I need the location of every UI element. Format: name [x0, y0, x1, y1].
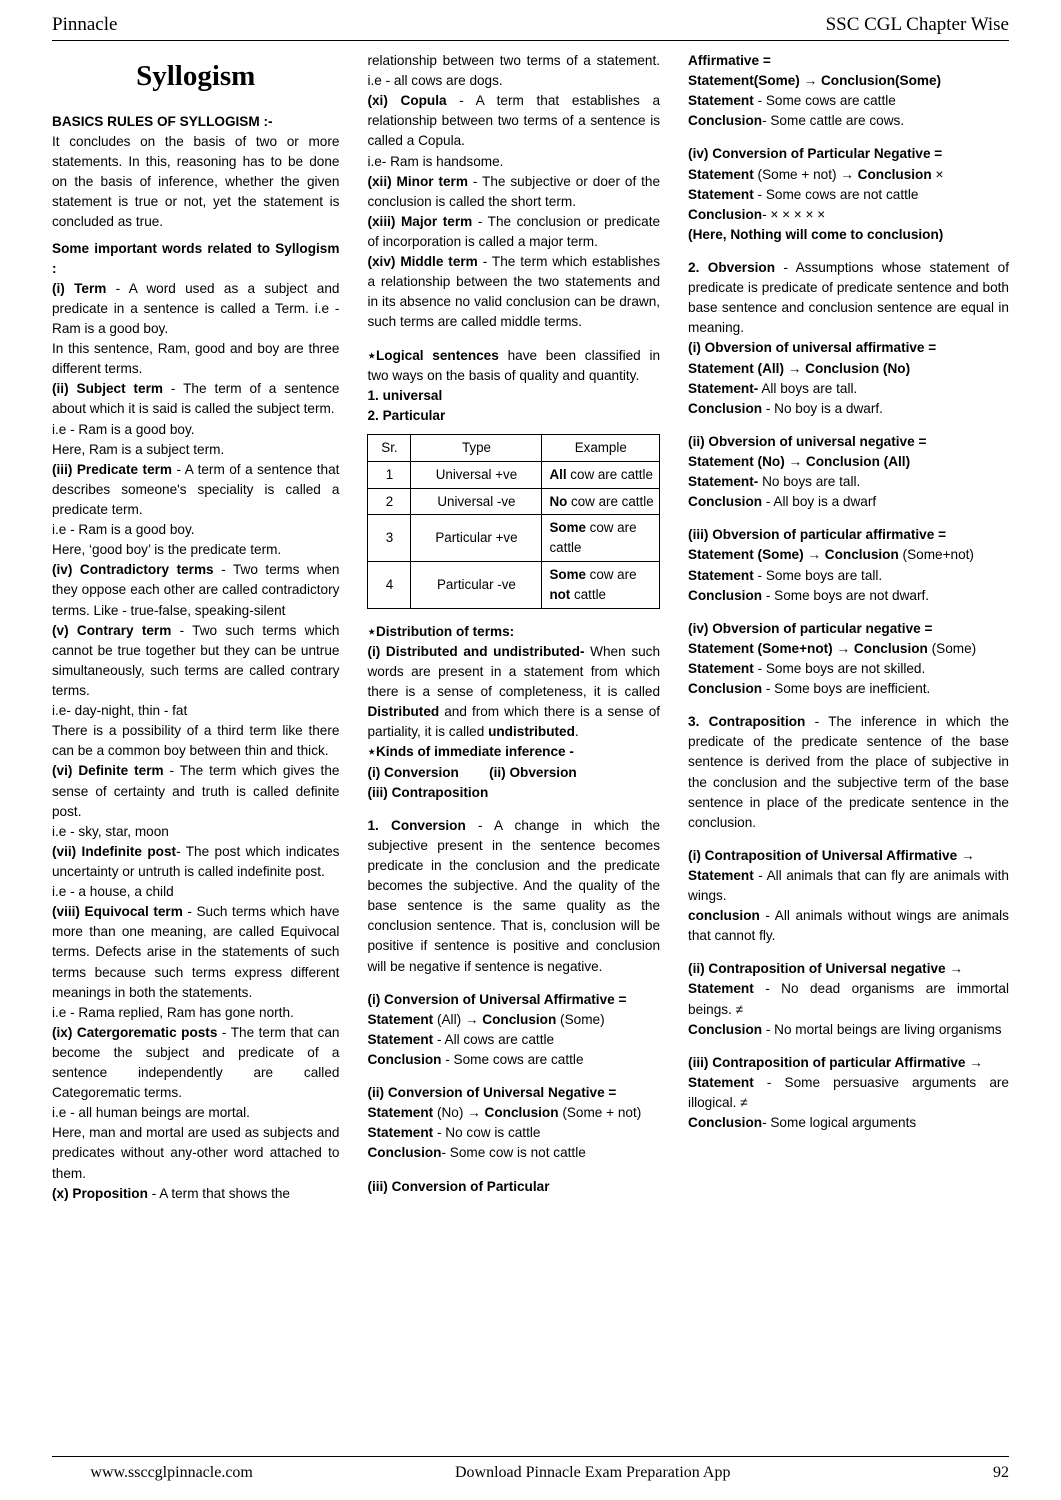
cell-example-keyword-2: not [549, 586, 571, 602]
affirmative-formula [688, 71, 1009, 91]
oun-formula [688, 452, 1009, 472]
column-one [52, 51, 353, 1431]
heading-contra-universal-affirmative: (i) Contraposition of Universal Affirmative → [688, 847, 975, 863]
cpn-note: (Here, Nothing will come to conclusion) [688, 226, 944, 242]
column-header-sr: Sr. [368, 434, 411, 461]
aff-statement-label: Statement [688, 73, 754, 89]
term-iii [52, 460, 339, 520]
heading-affirmative: Affirmative = [688, 53, 771, 68]
term-ii-label: (ii) Subject term [52, 381, 163, 397]
term-iii-text: - A term of a sentence that describes someone's speciality is called a predicate term. [52, 461, 340, 517]
oun-conclusion-value: (All) [879, 453, 911, 469]
opa-statement [688, 566, 1009, 586]
oun-statement-label: Statement [688, 453, 754, 469]
contraposition-paragraph [688, 712, 1009, 833]
oua-statement-text: All boys are tall. [758, 380, 858, 396]
contra-ua-statement-label: Statement [688, 867, 754, 883]
logical-item-2: 2. Particular [367, 407, 446, 423]
cpn-conclusion [688, 205, 1009, 225]
heading-contra-particular-affirmative: (iii) Contraposition of particular Affirmative → [688, 1054, 983, 1070]
heading-distribution: ⋆Distribution of terms: [367, 623, 515, 639]
opa-conclusion-label-2: Conclusion [688, 587, 763, 603]
contra-ua-conclusion-label: conclusion [688, 908, 760, 924]
contra-un-statement-label: Statement [688, 981, 754, 997]
cun-statement [367, 1123, 660, 1143]
term-vii-text: - The post which indicates uncertainty or untruth is called indefinite post. [52, 843, 340, 879]
cun-conclusion-text: - Some cow is not cattle [441, 1145, 586, 1161]
opa-statement-label: Statement [688, 547, 754, 563]
cua-conclusion-label-2: Conclusion [367, 1051, 442, 1067]
term-ix-text: - The term that can become the subject and predicate of a sentence independently are called Categorematic terms. [52, 1024, 340, 1101]
term-vii-ex: i.e - a house, a child [52, 884, 174, 900]
opn-formula [688, 639, 1009, 659]
heading-obv-particular-negative: (iv) Obversion of particular negative = [688, 620, 933, 636]
cun-conclusion-value: (Some + not) [558, 1105, 642, 1121]
contra-pa-conclusion-label: Conclusion [688, 1115, 763, 1131]
column-header-example: Example [542, 434, 660, 461]
cua-statement [367, 1030, 660, 1050]
cell-sr: 3 [368, 515, 411, 562]
term-xiii-text: - The conclusion or predicate of incorporation is called a major term. [367, 213, 661, 249]
term-xiii [367, 212, 660, 252]
oua-conclusion-label-2: Conclusion [688, 400, 763, 416]
table-row [368, 515, 660, 562]
oun-conclusion [688, 492, 1009, 512]
column-three [674, 51, 1009, 1431]
term-vii-label: (vii) Indefinite post [52, 843, 177, 859]
cpn-conclusion-value: × [931, 166, 944, 182]
opn-conclusion-label: Conclusion [853, 640, 928, 656]
term-xi-text: - A term that establishes a relationship between two terms of a sentence is called a Copula. [367, 93, 661, 149]
cua-conclusion-text: - Some cows are cattle [441, 1051, 584, 1067]
contra-ua-conclusion-text: - All animals without wings are animals that cannot fly. [688, 908, 1009, 944]
logical-item-1: 1. universal [367, 387, 443, 403]
heading-conv-particular-negative: (iv) Conversion of Particular Negative = [688, 146, 943, 162]
table-row [368, 488, 660, 515]
term-iii-ex2: Here, ‘good boy’ is the predicate term. [52, 542, 282, 558]
heading-important-words: Some important words related to Syllogism : [52, 240, 340, 276]
opa-conclusion-label: Conclusion [824, 547, 899, 563]
oun-statement [688, 472, 1009, 492]
table-row [368, 562, 660, 609]
term-viii-label: (viii) Equivocal term [52, 904, 183, 920]
term-x-text: - A term that shows the [147, 1185, 290, 1201]
kinds-line-1 [367, 763, 660, 783]
term-v-ex1: i.e- day-night, thin - fat [52, 703, 188, 719]
cell-example-text: cow are cattle [567, 493, 654, 509]
logical-sentences-label: ⋆Logical sentences [367, 347, 499, 363]
term-viii-ex: i.e - Rama replied, Ram has gone north. [52, 1004, 294, 1020]
term-i-label: (i) Term [52, 280, 107, 296]
cell-example [542, 562, 660, 609]
conversion-text: - A change in which the subjective present in the sentence becomes predicate in the conclusion and the predicate becomes the subjective. And the quality of the base sentence is the same quality as the conclusion sentence. That is, conclusion will be positive if sentence is positive and conclusion will be negative if sentence is negative. [367, 817, 661, 974]
opn-conclusion [688, 679, 1009, 699]
heading-conv-universal-affirmative: (i) Conversion of Universal Affirmative = [367, 991, 627, 1007]
aff-statement-label-2: Statement [688, 93, 754, 109]
opn-statement-value: (Some+not) → [753, 640, 854, 656]
opn-conclusion-value: (Some) [927, 640, 977, 656]
header-left-title: Pinnacle [52, 14, 118, 35]
kind-conversion: (i) Conversion [367, 764, 459, 780]
heading-contra-universal-negative: (ii) Contraposition of Universal negative → [688, 961, 963, 977]
contra-un-statement-text: - No dead organisms are immortal beings. ≠ [688, 981, 1009, 1017]
opn-statement-label: Statement [688, 640, 754, 656]
cpn-statement [688, 185, 1009, 205]
logical-sentences-table [367, 434, 660, 609]
heading-obv-universal-affirmative: (i) Obversion of universal affirmative = [688, 340, 937, 356]
term-vi [52, 761, 339, 821]
term-i-text: - A word used as a subject and predicate in a sentence is called a Term. i.e - Ram is a good boy. [52, 280, 340, 336]
aff-conclusion-label: Conclusion [820, 73, 895, 89]
cell-example-keyword: Some [549, 520, 586, 536]
term-iii-label: (iii) Predicate term [52, 461, 173, 477]
term-x-continued: relationship between two terms of a statement. i.e - all cows are dogs. [367, 53, 661, 89]
term-x [52, 1184, 339, 1204]
term-xi-ex: i.e- Ram is handsome. [367, 153, 504, 169]
cell-sr: 1 [368, 461, 411, 488]
opn-statement [688, 659, 1009, 679]
contra-un-conclusion-text: - No mortal beings are living organisms [762, 1021, 1002, 1037]
term-ix-label: (ix) Catergorematic posts [52, 1024, 218, 1040]
opa-formula [688, 545, 1009, 565]
oua-statement [688, 379, 1009, 399]
cpn-formula [688, 165, 1009, 185]
cell-sr: 4 [368, 562, 411, 609]
heading-kinds-inference: ⋆Kinds of immediate inference - [367, 744, 574, 760]
term-ix-ex2: Here, man and mortal are used as subjects and predicates without any-other word attached to them. [52, 1125, 340, 1181]
cua-conclusion-value: (Some) [556, 1011, 605, 1027]
conversion-paragraph [367, 816, 660, 977]
logical-sentences-text: have been classified in two ways on the basis of quality and quantity. [367, 347, 661, 383]
oua-statement-label: Statement [688, 360, 754, 376]
distribution-text-1: When such words are present in a statement from which there is a sense of completeness, it is called [367, 643, 661, 700]
cua-statement-text: - All cows are cattle [433, 1031, 555, 1047]
affirmative-conclusion [688, 111, 1009, 131]
obversion-text: - Assumptions whose statement of predicate is predicate of predicate sentence and both base sentence and conclusion sentence are equal in meaning. [688, 259, 1009, 336]
aff-conclusion-text: - Some cattle are cows. [762, 113, 905, 129]
obversion-label: 2. Obversion [688, 259, 776, 275]
oua-conclusion-label: Conclusion [805, 360, 880, 376]
term-ix [52, 1023, 339, 1103]
conversion-label: 1. Conversion [367, 817, 466, 833]
oun-statement-label-2: Statement- [688, 474, 759, 490]
term-xiv [367, 252, 660, 332]
header-right-title: SSC CGL Chapter Wise [825, 14, 1009, 35]
page-title: Syllogism [136, 60, 256, 92]
page-header [52, 14, 1009, 41]
cell-example [542, 488, 660, 515]
opn-conclusion-label-2: Conclusion [688, 681, 763, 697]
cpn-statement-text: - Some cows are not cattle [753, 186, 919, 202]
oun-conclusion-label: Conclusion [805, 453, 880, 469]
cun-conclusion [367, 1143, 660, 1163]
cun-statement-text: - No cow is cattle [433, 1125, 541, 1141]
term-viii [52, 902, 339, 1003]
cell-example [542, 515, 660, 562]
term-xii [367, 172, 660, 212]
heading-conv-particular: (iii) Conversion of Particular [367, 1178, 550, 1194]
contra-pa-statement [688, 1073, 1009, 1113]
distribution-text-2: and from which there is a sense of partiality, it is called [367, 704, 661, 740]
cell-type: Universal +ve [411, 461, 542, 488]
oua-formula [688, 359, 1009, 379]
opa-statement-label-2: Statement [688, 567, 754, 583]
cua-statement-value: (All) → [433, 1011, 483, 1027]
content-columns [52, 51, 1009, 1431]
table-header-row [368, 434, 660, 461]
paragraph-basics: It concludes on the basis of two or more statements. In this, reasoning has to be done on the basis of inference, whether the given statement is true or not, yet the statement is concluded as true. [52, 134, 340, 230]
cell-example-keyword: No [549, 493, 568, 509]
footer-app-promo: Download Pinnacle Exam Preparation App [454, 1464, 731, 1481]
kind-contraposition: (iii) Contraposition [367, 784, 489, 800]
footer-website[interactable]: www.ssccglpinnacle.com [90, 1464, 253, 1481]
obversion-paragraph [688, 258, 1009, 338]
page-footer [52, 1456, 1009, 1482]
cua-formula [367, 1010, 660, 1030]
logical-sentences [367, 346, 660, 386]
contra-un-statement [688, 979, 1009, 1019]
distribution-text-3: . [574, 724, 579, 740]
term-ii [52, 379, 339, 419]
oua-statement-value: (All) → [753, 360, 806, 376]
cell-type: Particular +ve [411, 515, 542, 562]
contraposition-text: - The inference in which the predicate of the predicate sentence of the base sentence is derived from the place of subjective in the conclusion and the subjective term of the base sentence in place of the predicate sentence in the conclusion. [688, 714, 1009, 830]
cell-example-text: cow are cattle [549, 520, 637, 556]
table-row [368, 461, 660, 488]
oua-conclusion-text: - No boy is a dwarf. [762, 400, 883, 416]
term-x-label: (x) Proposition [52, 1185, 148, 1201]
column-two [353, 51, 674, 1431]
cpn-conclusion-label-2: Conclusion [688, 206, 763, 222]
cell-example [542, 461, 660, 488]
cun-statement-label-2: Statement [367, 1125, 434, 1141]
term-iii-ex1: i.e - Ram is a good boy. [52, 522, 195, 538]
term-viii-text: - Such terms which have more than one meaning, are called Equivocal terms. Defects arise in the statements of such terms because such terms express different meanings in both the statements. [52, 904, 340, 1000]
aff-conclusion-label-2: Conclusion [688, 113, 763, 129]
oua-conclusion [688, 399, 1009, 419]
footer-page-number: 92 [993, 1464, 1009, 1481]
opa-statement-value: (Some) → [753, 547, 825, 563]
aff-statement-value: (Some) → [753, 73, 821, 89]
contra-ua-conclusion [688, 906, 1009, 946]
cell-example-text: cow are cattle [566, 466, 653, 482]
heading-obv-particular-affirmative: (iii) Obversion of particular affirmative = [688, 527, 947, 543]
cun-statement-value: (No) → [433, 1105, 485, 1121]
cell-type: Universal -ve [411, 488, 542, 515]
cun-conclusion-label-2: Conclusion [367, 1145, 442, 1161]
term-v-ex2: There is a possibility of a third term like there can be a common boy between thin and thick. [52, 723, 340, 759]
oun-conclusion-label-2: Conclusion [688, 494, 763, 510]
distribution-label: (i) Distributed and undistributed- [367, 643, 585, 659]
column-header-type: Type [411, 434, 542, 461]
contra-pa-statement-text: - Some persuasive arguments are illogical. ≠ [688, 1074, 1009, 1111]
cun-formula [367, 1103, 660, 1123]
cua-statement-label-2: Statement [367, 1031, 434, 1047]
cell-sr: 2 [368, 488, 411, 515]
cpn-statement-value: (Some + not) → [753, 166, 858, 182]
distribution-text [367, 642, 660, 743]
oun-conclusion-text: - All boy is a dwarf [762, 494, 877, 510]
opa-statement-text: - Some boys are tall. [753, 567, 883, 583]
cun-statement-label: Statement [367, 1105, 434, 1121]
term-vi-label: (vi) Definite term [52, 763, 164, 779]
aff-conclusion-value: (Some) [895, 73, 942, 89]
term-iv-text: - Two terms when they oppose each other are called contradictory terms. Like - true-false, speaking-silent [52, 562, 340, 618]
term-xiii-label: (xiii) Major term [367, 213, 473, 229]
distributed-keyword: Distributed [367, 704, 440, 720]
contraposition-label: 3. Contraposition [688, 714, 806, 730]
oun-statement-value: (No) → [753, 453, 806, 469]
term-v-label: (v) Contrary term [52, 622, 172, 638]
term-xi [367, 91, 660, 151]
term-ii-ex2: Here, Ram is a subject term. [52, 441, 225, 457]
term-i-extra: In this sentence, Ram, good and boy are three different terms. [52, 341, 340, 377]
term-xi-label: (xi) Copula [367, 93, 447, 109]
contra-un-conclusion-label: Conclusion [688, 1021, 763, 1037]
cell-example-keyword: Some [549, 567, 586, 583]
opn-statement-text: - Some boys are not skilled. [753, 660, 926, 676]
oua-conclusion-value: (No) [879, 360, 911, 376]
oua-statement-label-2: Statement- [688, 380, 759, 396]
opn-statement-label-2: Statement [688, 660, 754, 676]
cpn-statement-label-2: Statement [688, 186, 754, 202]
term-ix-ex1: i.e - all human beings are mortal. [52, 1105, 250, 1121]
term-v [52, 621, 339, 701]
term-vi-text: - The term which gives the sense of certainty and truth is called definite post. [52, 763, 340, 819]
contra-ua-statement-text: - All animals that can fly are animals with wings. [688, 867, 1009, 904]
term-xiv-label: (xiv) Middle term [367, 254, 478, 270]
cell-type: Particular -ve [411, 562, 542, 609]
cell-example-keyword: All [549, 466, 567, 482]
heading-obv-universal-negative: (ii) Obversion of universal negative = [688, 433, 927, 449]
opa-conclusion [688, 586, 1009, 606]
contra-pa-conclusion-text: - Some logical arguments [762, 1115, 917, 1131]
cua-conclusion-label: Conclusion [482, 1011, 557, 1027]
cpn-conclusion-text: - × × × × × [762, 206, 826, 222]
term-xii-label: (xii) Minor term [367, 173, 468, 189]
term-ii-ex1: i.e - Ram is a good boy. [52, 421, 195, 437]
opa-conclusion-value: (Some+not) [898, 547, 974, 563]
opa-conclusion-text: - Some boys are not dwarf. [762, 587, 930, 603]
contra-un-conclusion [688, 1020, 1009, 1040]
term-vii [52, 842, 339, 882]
term-i [52, 279, 339, 339]
cell-example-text-2: cattle [570, 586, 607, 602]
kind-obversion: (ii) Obversion [489, 764, 577, 780]
term-ii-text: - The term of a sentence about which it is said is called the subject term. [52, 381, 340, 417]
aff-statement-text: - Some cows are cattle [753, 93, 896, 109]
term-iv [52, 560, 339, 620]
opn-conclusion-text: - Some boys are inefficient. [762, 681, 931, 697]
term-iv-label: (iv) Contradictory terms [52, 562, 214, 578]
term-v-text: - Two such terms which cannot be true together but they can be untrue simultaneously, such terms are called contrary terms. [52, 622, 340, 698]
cell-example-text: cow are [585, 567, 637, 583]
term-xiv-text: - The term which establishes a relationship between the two statements and in its absence no valid conclusion can be drawn, such terms are called middle terms. [367, 254, 661, 330]
oun-statement-text: No boys are tall. [758, 474, 861, 490]
cun-conclusion-label: Conclusion [484, 1105, 559, 1121]
cua-statement-label: Statement [367, 1011, 434, 1027]
contra-ua-statement [688, 866, 1009, 906]
contra-pa-statement-label: Statement [688, 1074, 754, 1090]
heading-basic-rules: BASICS RULES OF SYLLOGISM :- [52, 113, 273, 129]
heading-conv-universal-negative: (ii) Conversion of Universal Negative = [367, 1085, 617, 1101]
contra-pa-conclusion [688, 1113, 1009, 1133]
affirmative-statement [688, 91, 1009, 111]
cpn-conclusion-label: Conclusion [857, 166, 932, 182]
cua-conclusion [367, 1050, 660, 1070]
undistributed-keyword: undistributed [488, 724, 575, 740]
term-xii-text: - The subjective or doer of the conclusion is called the short term. [367, 173, 661, 209]
term-vi-ex: i.e - sky, star, moon [52, 823, 169, 839]
cpn-statement-label: Statement [688, 166, 754, 182]
